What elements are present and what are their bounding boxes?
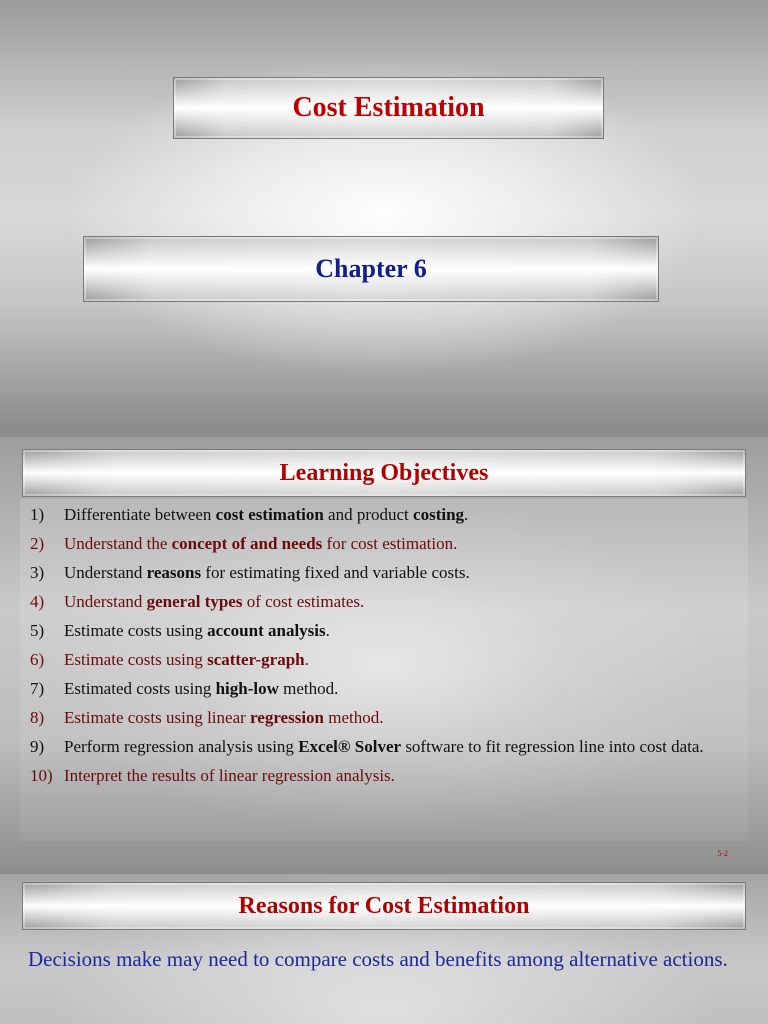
objective-number: 4) [30,592,45,611]
objective-number: 2) [30,534,45,553]
objective-item [30,764,740,787]
objective-text: Understand general types of cost estimates. [64,592,365,611]
objective-item [30,619,740,642]
objective-text: Estimate costs using scatter-graph. [64,650,309,669]
objective-text: Perform regression analysis using Excel® Solver software to fit regression line into cost data. [64,737,704,756]
reasons-banner [22,882,746,930]
objective-number: 6) [30,650,45,669]
objectives-list [30,503,740,793]
objective-text: Understand reasons for estimating fixed and variable costs. [64,563,470,582]
objective-item [30,677,740,700]
objective-item [30,532,740,555]
learning-objectives-banner [22,449,746,497]
slide-title-text: Cost Estimation [292,92,485,123]
learning-objectives-heading: Learning Objectives [279,459,489,486]
objective-item [30,706,740,729]
objective-number: 9) [30,737,45,756]
slide-title [0,0,768,432]
objective-text: Estimated costs using high-low method. [64,679,339,698]
objective-text: Estimate costs using linear regression method. [64,708,384,727]
objectives-panel [20,499,748,841]
objective-text: Interpret the results of linear regression analysis. [64,766,395,785]
slide-reasons [0,874,768,1024]
objective-item [30,503,740,526]
objective-item [30,590,740,613]
objective-number: 8) [30,708,45,727]
page-number: 5-2 [717,849,728,858]
objective-item [30,561,740,584]
objective-text: Estimate costs using account analysis. [64,621,330,640]
objective-number: 3) [30,563,45,582]
objective-item [30,735,740,758]
objective-number: 5) [30,621,45,640]
chapter-label: Chapter 6 [315,254,427,283]
slide-learning-objectives [0,437,768,869]
title-banner [173,77,604,139]
objective-text: Differentiate between cost estimation and product costing. [64,505,469,524]
objective-number: 7) [30,679,45,698]
reasons-body-text: Decisions make may need to compare costs and benefits among alternative actions. [28,947,728,971]
reasons-heading: Reasons for Cost Estimation [238,892,530,919]
objective-text: Understand the concept of and needs for cost estimation. [64,534,458,553]
objective-item [30,648,740,671]
objective-number: 1) [30,505,45,524]
objective-number: 10) [30,766,53,785]
chapter-banner [83,236,659,302]
